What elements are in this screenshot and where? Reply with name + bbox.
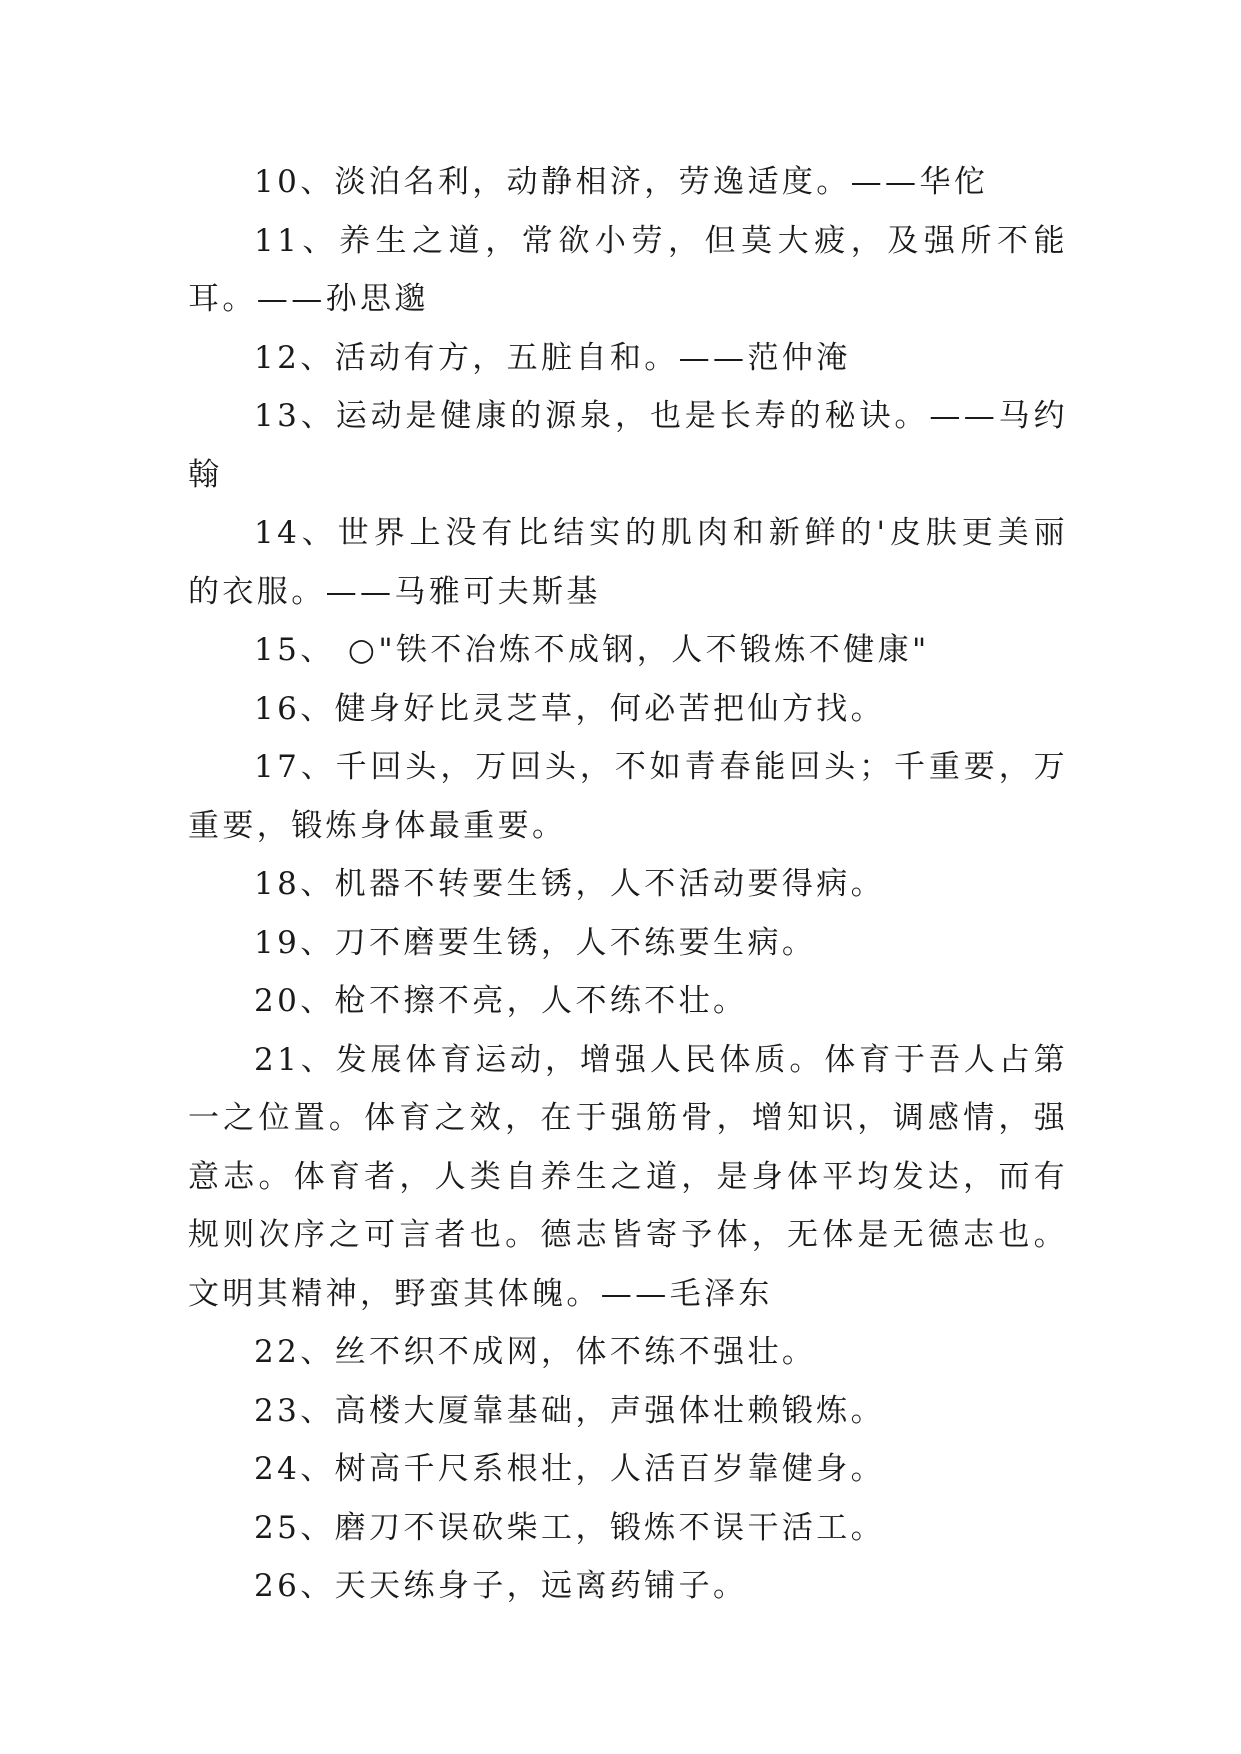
quote-paragraph-17: 17、千回头，万回头，不如青春能回头；千重要，万重要，锻炼身体最重要。	[188, 749, 1068, 844]
quote-paragraph-13: 13、运动是健康的源泉，也是长寿的秘诀。——马约翰	[188, 398, 1068, 493]
quote-paragraph-10: 10、淡泊名利，动静相济，劳逸适度。——华佗	[254, 164, 989, 200]
quote-paragraph-18: 18、机器不转要生锈，人不活动要得病。	[254, 866, 886, 902]
quote-paragraph-21: 21、发展体育运动，增强人民体质。体育于吾人占第一之位置。体育之效，在于强筋骨，增知识，调感情，强意志。体育者，人类自养生之道，是身体平均发达，而有规则次序之可言者也。德志皆寄予体，无体是无德志也。文明其精神，野蛮其体魄。——毛泽东	[188, 1041, 1068, 1312]
quote-paragraph-26: 26、天天练身子，远离药铺子。	[254, 1568, 748, 1604]
quote-paragraph-14: 14、世界上没有比结实的肌肉和新鲜的'皮肤更美丽的衣服。——马雅可夫斯基	[188, 515, 1068, 610]
quote-paragraph-12: 12、活动有方，五脏自和。——范仲淹	[254, 339, 851, 376]
document-body	[188, 153, 1068, 1616]
quote-paragraph-15: 15、 ○"铁不冶炼不成钢，人不锻炼不健康"	[254, 632, 930, 668]
quote-paragraph-20: 20、枪不擦不亮，人不练不壮。	[254, 983, 748, 1019]
quote-paragraph-19: 19、刀不磨要生锈，人不练要生病。	[254, 924, 817, 961]
quote-paragraph-24: 24、树高千尺系根壮，人活百岁靠健身。	[254, 1451, 886, 1487]
quote-paragraph-16: 16、健身好比灵芝草，何必苦把仙方找。	[254, 690, 886, 727]
quote-paragraph-25: 25、磨刀不误砍柴工，锻炼不误干活工。	[254, 1509, 886, 1546]
quote-paragraph-22: 22、丝不织不成网，体不练不强壮。	[254, 1334, 817, 1370]
quote-paragraph-23: 23、高楼大厦靠基础，声强体壮赖锻炼。	[254, 1392, 886, 1429]
quote-paragraph-11: 11、养生之道，常欲小劳，但莫大疲，及强所不能耳。——孙思邈	[188, 222, 1068, 317]
